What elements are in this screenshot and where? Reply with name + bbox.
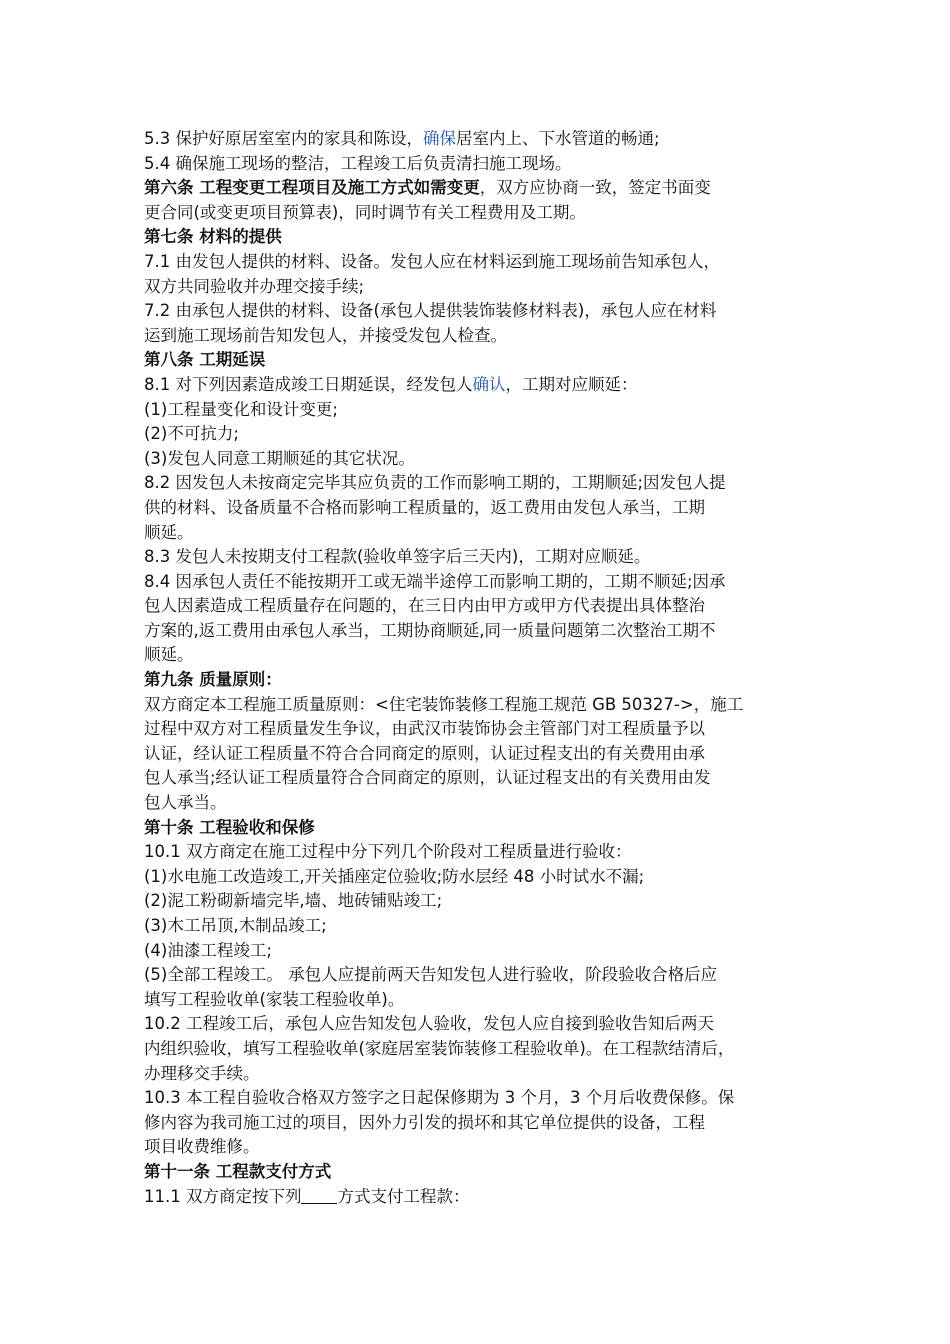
text-line: [144, 988, 824, 1013]
body-text: 7.2 由承包人提供的材料、设备(承包人提供装饰装修材料表)，承包人应在材料: [144, 301, 717, 321]
body-text: 居室内上、下水管道的畅通;: [456, 129, 660, 148]
text-line: [144, 594, 824, 619]
text-line: [144, 963, 824, 988]
body-text: 内组织验收，填写工程验收单(家庭居室装饰装修工程验收单)。在工程款结清后，: [144, 1038, 735, 1058]
text-line: [144, 250, 824, 275]
body-text: (2)泥工粉砌新墙完毕,墙、地砖铺贴竣工;: [144, 891, 443, 911]
body-text: 10.2 工程竣工后，承包人应告知发包人验收，发包人应自接到验收告知后两天: [144, 1014, 714, 1034]
text-line: [144, 127, 824, 152]
text-line: [144, 1111, 824, 1136]
text-line: [144, 398, 824, 423]
text-line: [144, 914, 824, 939]
hyperlink-text[interactable]: 确认: [472, 374, 506, 394]
text-line: [144, 1012, 824, 1037]
body-text: 7.1 由发包人提供的材料、设备。发包人应在材料运到施工现场前告知承包人，: [144, 251, 720, 271]
body-text: 双方共同验收并办理交接手续;: [144, 276, 365, 296]
text-line: [144, 742, 824, 767]
text-line: [144, 939, 824, 964]
text-line: [144, 422, 824, 447]
body-text: 填写工程验收单(家装工程验收单)。: [144, 989, 405, 1009]
text-line: [144, 299, 824, 324]
text-line: [144, 570, 824, 595]
body-text: 11.1 双方商定按下列: [144, 1186, 302, 1206]
text-line: [144, 840, 824, 865]
body-text: ，工期对应顺延：: [505, 374, 638, 394]
fill-in-blank: [301, 1187, 337, 1204]
document-body: [144, 127, 824, 1209]
body-text: 包人因素造成工程质量存在问题的，在三日内由甲方或甲方代表提出具体整治: [144, 596, 705, 616]
body-text: 包人承当;经认证工程质量符合合同商定的原则，认证过程支出的有关费用由发: [144, 768, 711, 788]
body-text: 5.3 保护好原居室室内的家具和陈设，: [144, 129, 423, 148]
text-line: [144, 619, 824, 644]
body-text: ，双方应协商一致，签定书面变: [479, 178, 711, 198]
body-text: 项目收费维修。: [144, 1137, 260, 1157]
body-text: 认证，经认证工程质量不符合合同商定的原则，认证过程支出的有关费用由承: [144, 743, 705, 763]
body-text: 8.2 因发包人未按商定完毕其应负责的工作而影响工期的，工期顺延;因发包人提: [144, 473, 726, 493]
body-text: (4)油漆工程竣工;: [144, 940, 272, 960]
text-line: [144, 668, 824, 693]
text-line: [144, 1037, 824, 1062]
text-line: [144, 521, 824, 546]
text-line: [144, 1135, 824, 1160]
body-text: 顺延。: [144, 645, 194, 665]
body-text: 顺延。: [144, 522, 194, 542]
body-text: 双方商定本工程施工质量原则：<住宅装饰装修工程施工规范 GB 50327->，施工: [144, 694, 744, 714]
text-line: [144, 324, 824, 349]
text-line: [144, 717, 824, 742]
body-text: 更合同(或变更项目预算表)，同时调节有关工程费用及工期。: [144, 202, 586, 222]
body-text: 8.1 对下列因素造成竣工日期延误，经发包人: [144, 374, 473, 394]
text-line: [144, 1185, 824, 1210]
body-text: (2)不可抗力;: [144, 424, 239, 444]
body-text: 8.3 发包人未按期支付工程款(验收单签字后三天内)，工期对应顺延。: [144, 547, 651, 567]
text-line: [144, 545, 824, 570]
text-line: [144, 373, 824, 398]
body-text: 过程中双方对工程质量发生争议，由武汉市装饰协会主管部门对工程质量予以: [144, 719, 705, 739]
body-text: (3)发包人同意工期顺延的其它状况。: [144, 448, 415, 468]
text-line: [144, 1062, 824, 1087]
body-text: (5)全部工程竣工。 承包人应提前两天告知发包人进行验收，阶段验收合格后应: [144, 965, 718, 985]
section-heading: 第六条 工程变更工程项目及施工方式如需变更: [144, 178, 480, 198]
body-text: 修内容为我司施工过的项目，因外力引发的损坏和其它单位提供的设备，工程: [144, 1112, 705, 1132]
body-text: (1)工程量变化和设计变更;: [144, 399, 338, 419]
body-text: 10.1 双方商定在施工过程中分下列几个阶段对工程质量进行验收：: [144, 842, 632, 862]
body-text: (3)木工吊顶,木制品竣工;: [144, 916, 327, 935]
hyperlink-text[interactable]: 确保: [423, 129, 456, 148]
text-line: [144, 1160, 824, 1185]
body-text: 办理移交手续。: [144, 1063, 260, 1083]
text-line: [144, 889, 824, 914]
text-line: [144, 348, 824, 373]
text-line: [144, 766, 824, 791]
text-line: [144, 693, 824, 718]
text-line: [144, 176, 824, 201]
body-text: 8.4 因承包人责任不能按期开工或无端半途停工而影响工期的，工期不顺延;因承: [144, 571, 726, 591]
section-heading: 第十一条 工程款支付方式: [144, 1161, 332, 1181]
text-line: [144, 643, 824, 668]
text-line: [144, 225, 824, 250]
body-text: 10.3 本工程自验收合格双方签字之日起保修期为 3 个月，3 个月后收费保修。保: [144, 1088, 735, 1108]
body-text: 5.4 确保施工现场的整洁，工程竣工后负责清扫施工现场。: [144, 153, 572, 173]
text-line: [144, 791, 824, 816]
text-line: [144, 865, 824, 890]
text-line: [144, 201, 824, 226]
text-line: [144, 1086, 824, 1111]
body-text: (1)水电施工改造竣工,开关插座定位验收;防水层经 48 小时试水不漏;: [144, 866, 645, 886]
section-heading: 第七条 材料的提供: [144, 227, 282, 247]
section-heading: 第九条 质量原则：: [144, 670, 282, 690]
text-line: [144, 496, 824, 521]
section-heading: 第十条 工程验收和保修: [144, 817, 315, 837]
body-text: 包人承当。: [144, 793, 227, 813]
section-heading: 第八条 工期延误: [144, 350, 266, 370]
body-text: 供的材料、设备质量不合格而影响工程质量的，返工费用由发包人承当，工期: [144, 497, 705, 517]
body-text: 方案的,返工费用由承包人承当，工期协商顺延,同一质量问题第二次整治工期不: [144, 620, 716, 640]
text-line: [144, 471, 824, 496]
body-text: 方式支付工程款：: [337, 1186, 470, 1206]
text-line: [144, 152, 824, 177]
text-line: [144, 447, 824, 472]
text-line: [144, 275, 824, 300]
body-text: 运到施工现场前告知发包人，并接受发包人检查。: [144, 325, 507, 345]
text-line: [144, 816, 824, 841]
